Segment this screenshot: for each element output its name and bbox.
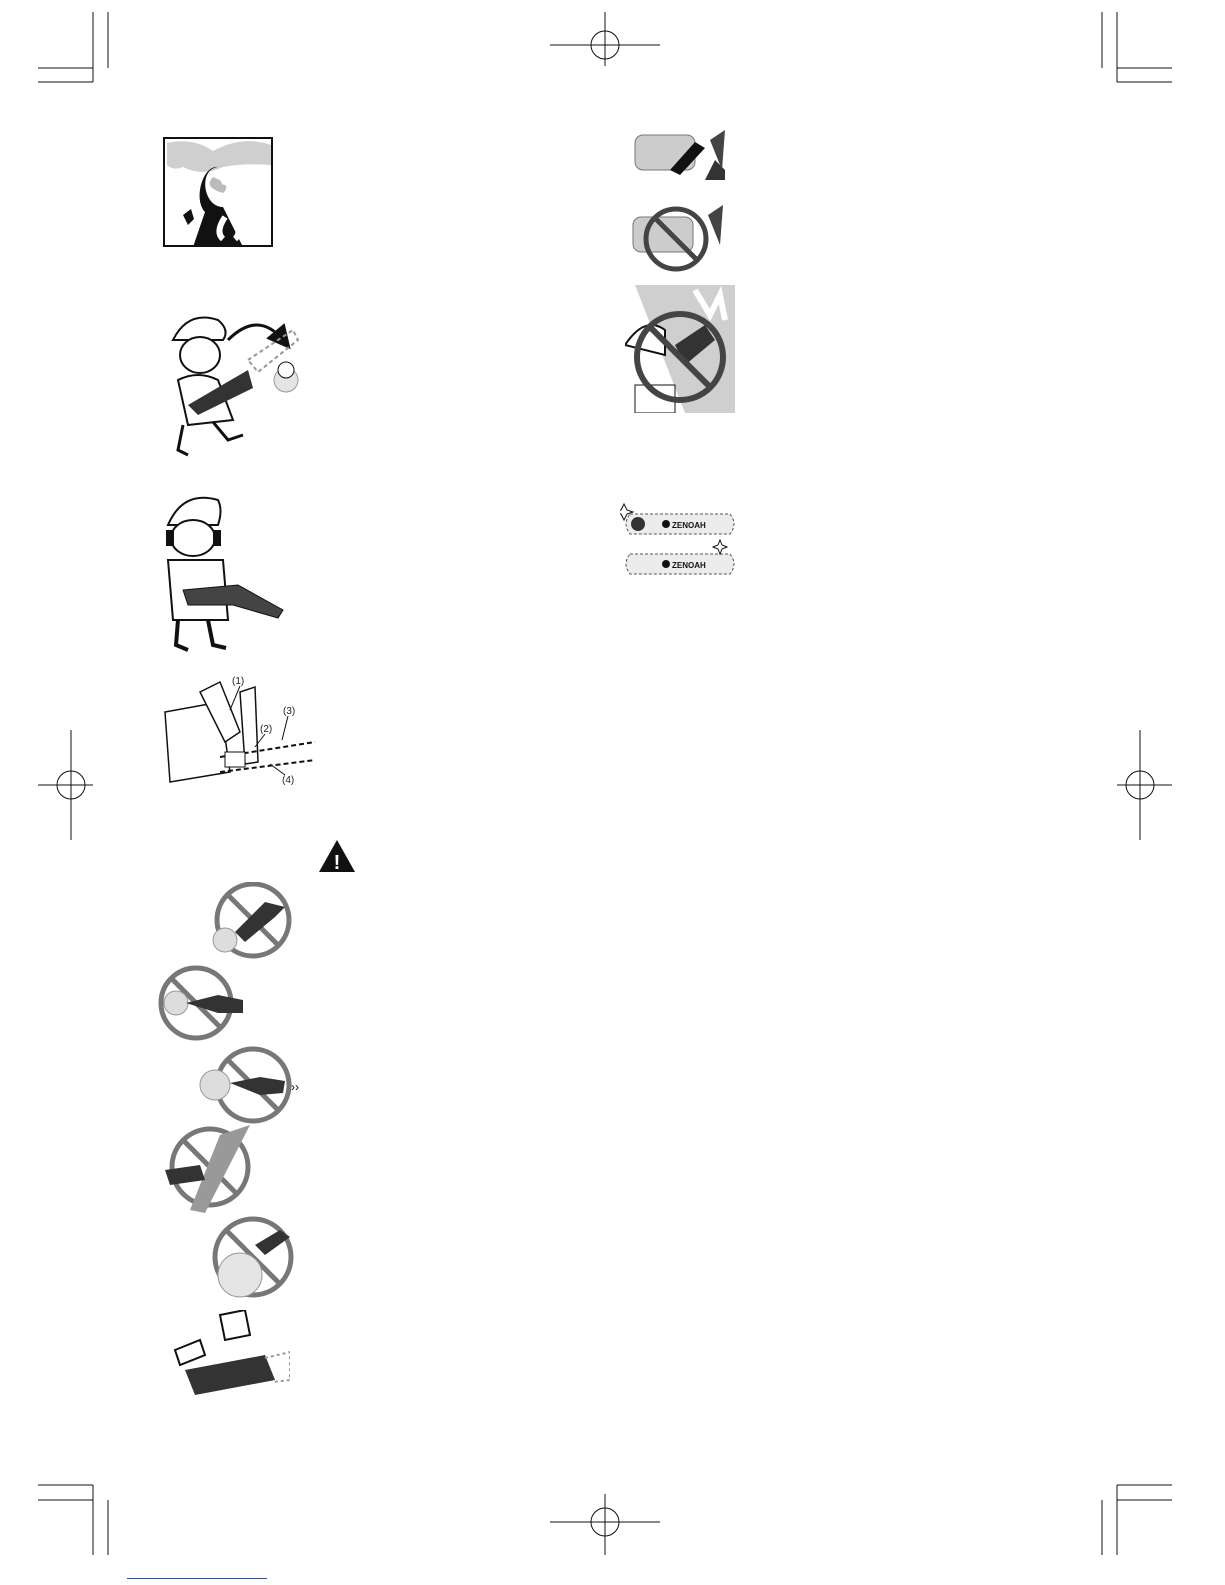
good-guide-bar <box>626 540 734 574</box>
prohibited-overreach-figure <box>160 1125 260 1215</box>
prohibited-pushback-figure <box>195 1045 310 1125</box>
chain-brake-diagram <box>160 672 325 792</box>
registration-mark-right <box>1117 730 1172 840</box>
incorrect-thumb-grip-figure <box>628 205 730 273</box>
callout-3: (3) <box>283 706 296 717</box>
guide-bar-comparison-figure <box>620 502 740 577</box>
protective-equipment-worker-figure <box>158 490 293 655</box>
proper-grip-both-hands-figure <box>165 1310 290 1400</box>
bar-brand-bottom: ZENOAH <box>672 561 706 570</box>
exhaust-fumes-warning-figure <box>163 137 275 249</box>
registration-mark-left <box>38 730 93 840</box>
kickback-worker-figure <box>158 300 313 462</box>
svg-text:!: ! <box>333 852 341 874</box>
callout-2: (2) <box>260 724 273 735</box>
callout-4: (4) <box>282 775 295 786</box>
callout-1: (1) <box>232 676 245 687</box>
prohibited-above-head-figure <box>205 1215 300 1300</box>
registration-mark-top <box>550 12 660 66</box>
prohibited-pinching-figure <box>158 965 253 1045</box>
prohibited-tip-contact-figure <box>205 882 295 962</box>
registration-mark-bottom <box>550 1494 660 1555</box>
bar-brand-top: ZENOAH <box>672 521 706 530</box>
worn-guide-bar <box>620 504 734 534</box>
prohibited-above-shoulder-figure <box>625 285 735 413</box>
warning-triangle-icon <box>317 838 357 874</box>
page-footer-rule <box>127 1578 267 1579</box>
motion-marks: ›› <box>291 1080 299 1094</box>
correct-thumb-grip-figure <box>630 130 730 188</box>
